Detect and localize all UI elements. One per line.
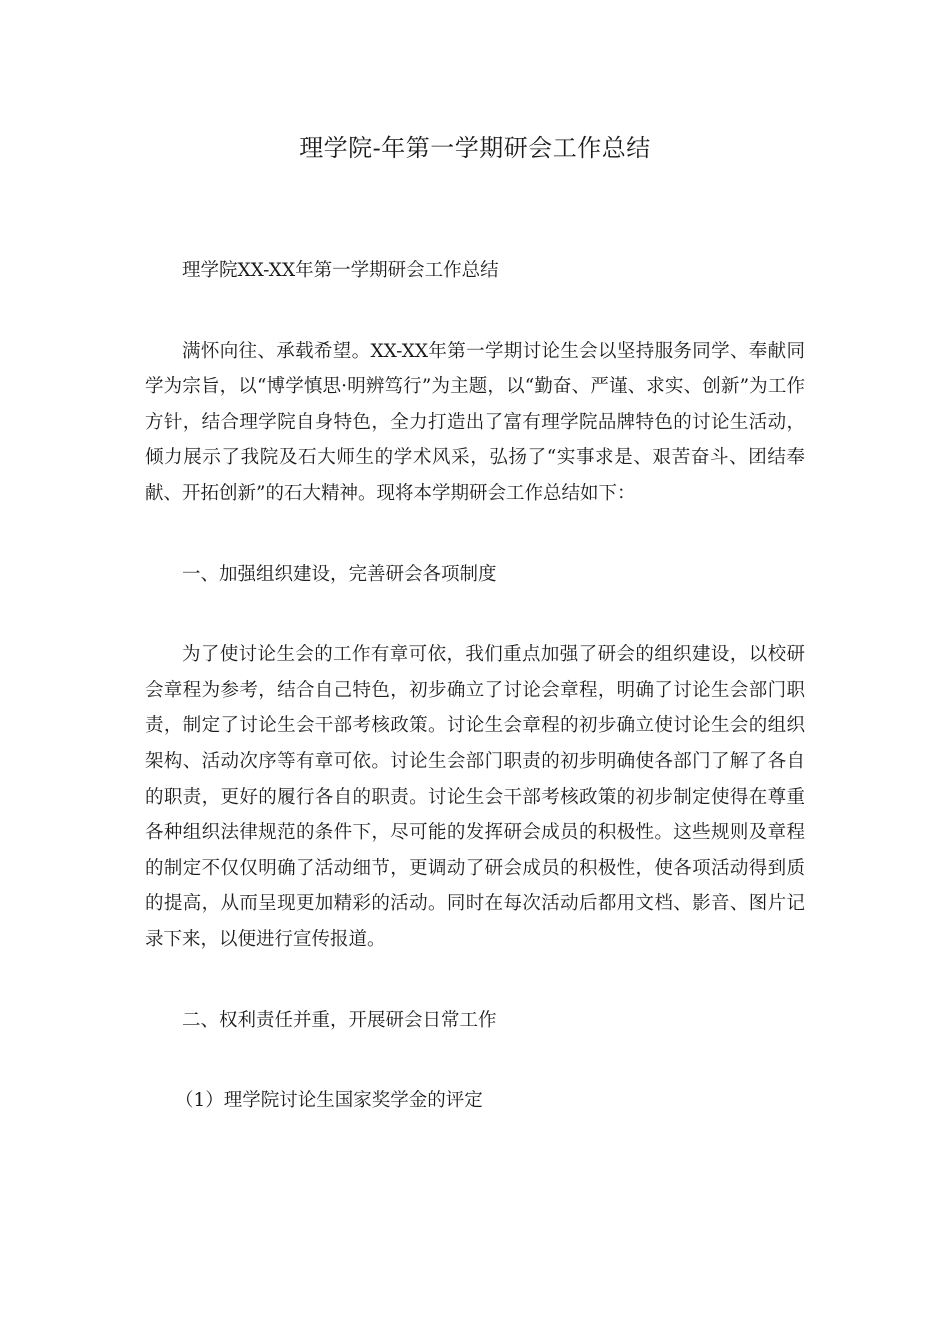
section-1-heading: 一、加强组织建设，完善研会各项制度 — [182, 563, 497, 585]
document-title: 理学院-年第一学期研会工作总结 — [299, 134, 651, 162]
document-subtitle: 理学院XX-XX年第一学期研会工作总结 — [182, 260, 499, 281]
section-1-paragraph: 为了使讨论生会的工作有章可依，我们重点加强了研会的组织建设，以校研会章程为参考，结合自己特色，初步确立了讨论会章程，明确了讨论生会部门职责，制定了讨论生会干部考核政策。讨论生会章程的初步确立使讨论生会的组织架构、活动次序等有章可依。讨论生会部门职责的初步明确使各部门了解了各自的职责，更好的履行各自的职责。讨论生会干部考核政策的初步制定使得在尊重各种组织法律规范的条件下，尽可能的发挥研会成员的积极性。这些规则及章程的制定不仅仅明确了活动细节，更调动了研会成员的积极性，使各项活动得到质的提高，从而呈现更加精彩的活动。同时在每次活动后都用文档、影音、图片记录下来，以便进行宣传报道。 — [145, 644, 805, 950]
section-2-subheading-1: （1）理学院讨论生国家奖学金的评定 — [175, 1090, 483, 1112]
document-body — [145, 253, 805, 1119]
section-2-heading: 二、权利责任并重，开展研会日常工作 — [182, 1009, 497, 1031]
intro-paragraph: 满怀向往、承载希望。XX-XX年第一学期讨论生会以坚持服务同学、奉献同学为宗旨，以“博学慎思·明辨笃行”为主题，以“勤奋、严谨、求实、创新”为工作方针，结合理学院自身特色，全力打造出了富有理学院品牌特色的讨论生活动，倾力展示了我院及石大师生的学术风采，弘扬了“实事求是、艰苦奋斗、团结奉献、开拓创新”的石大精神。现将本学期研会工作总结如下： — [145, 340, 805, 504]
